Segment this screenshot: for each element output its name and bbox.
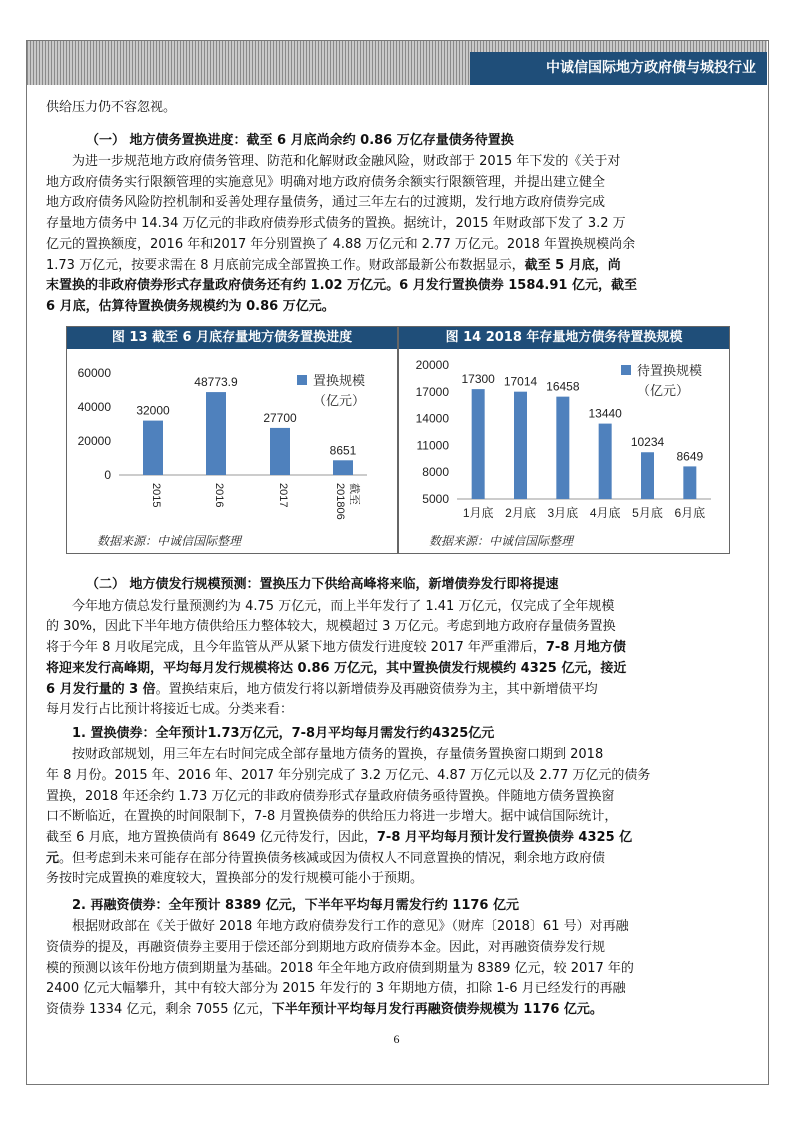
bar [333,460,353,475]
bar-value-label: 32000 [136,403,170,418]
paragraph-line: 资债券的提及，再融资债券主要用于偿还部分到期地方政府债券本金。因此，对再融资债券发行规 [46,940,606,955]
intro-line: 供给压力仍不容忽视。 [46,100,177,115]
bar-value-label: 17014 [503,374,538,389]
bold-text: 7-8 月地方债 [545,640,626,655]
legend-swatch [297,375,307,385]
bar [206,392,226,475]
bar [472,389,485,499]
bar-value-label: 27700 [263,410,297,425]
paragraph-line: 务按时完成置换的难度较大，置换部分的发行规模可能小于预期。 [46,871,424,886]
subsection1-heading: 1. 置换债券：全年预计1.73万亿元，7-8月平均每月需发行约4325亿元 [72,726,495,741]
paragraph-text: 。但考虑到未来可能存在部分待置换债务核减或因为债权人不同意置换的情况，剩余地方政府债 [59,851,606,866]
paragraph-line: 置换，2018 年还余约 1.73 万亿元的非政府债券形式存量政府债务亟待置换。伴随地方债务置换窗 [46,789,615,804]
figure-14-panel [398,326,730,554]
paragraph-text: 资债券 1334 亿元，剩余 7055 亿元， [46,1002,272,1017]
page-number: 6 [393,1032,400,1046]
bar [556,397,569,499]
bar [270,428,290,475]
paragraph-line [46,1000,603,1020]
x-tick-label: 截至 [348,483,360,505]
y-tick-label: 17000 [415,384,449,399]
figure-14-title: 图 14 2018 年存量地方债务待置换规模 [399,327,729,349]
bar-value-label: 13440 [588,406,622,421]
paragraph-line: 的 30%，因此下半年地方债供给压力整体较大，规模超过 3 万亿元。考虑到地方政府存量债务置换 [46,619,616,634]
paragraph-line: 模的预测以该年份地方债到期量为基础。2018 年全年地方政府债到期量为 8389 亿元，较 2017 年的 [46,961,634,976]
bold-text: 截至 5 月底，尚 [524,258,621,273]
bar [143,421,163,475]
paragraph-line: 每月发行占比预计将接近七成。分类来看： [46,702,294,717]
paragraph-line: 地方政府债务实行限额管理的实施意见》明确对地方政府债务余额实行限额管理，并提出建立健全 [46,175,606,190]
bar-value-label: 48773.9 [194,375,238,390]
paragraph-line: 地方政府债务风险防控机制和妥善处理存量债务，通过三年左右的过渡期，发行地方政府债券完成 [46,195,606,210]
legend-swatch [621,365,631,375]
paragraph-line [46,638,626,658]
x-tick-label: 2016 [213,483,225,508]
legend-label: 待置换规模 [637,363,703,378]
paragraph-line [46,828,632,848]
section2-heading: （二） 地方债发行规模预测：置换压力下供给高峰将来临，新增债券发行即将提速 [86,577,559,592]
paragraph-line [46,849,605,869]
y-tick-label: 8000 [422,465,449,480]
bar [514,392,527,499]
x-tick-label: 1月底 [462,506,494,520]
y-tick-label: 20000 [77,434,111,448]
paragraph-line: 今年地方债总发行量预测约为 4.75 万亿元，而上半年发行了 1.41 万亿元，仅完成了全年规模 [72,599,615,614]
y-tick-label: 14000 [415,411,449,426]
figure-14-chart [399,351,729,531]
paragraph-line [46,680,598,700]
paragraph-line: 2400 亿元大幅攀升，其中有较大部分为 2015 年发行的 3 年期地方债，扣除 1-6 月已经发行的再融 [46,981,626,996]
bar-value-label: 10234 [630,435,665,450]
bar [683,466,696,499]
bar [641,452,654,499]
y-tick-label: 0 [104,468,111,482]
legend-unit: （亿元） [637,383,690,398]
figure-13-panel [66,326,398,554]
bold-text: 6 月发行量的 3 倍 [46,682,156,697]
legend-unit: （亿元） [313,393,366,408]
bold-text: 7-8 月平均每月预计发行置换债券 4325 亿 [376,830,633,845]
legend-label: 置换规模 [313,373,366,388]
y-tick-label: 40000 [77,400,111,414]
x-tick-label: 5月底 [632,506,663,520]
x-tick-label: 2017 [277,483,289,508]
paragraph-line: 根据财政部在《关于做好 2018 年地方政府债券发行工作的意见》（财库〔2018〕61 号）对再融 [72,919,629,934]
paragraph-line: 存量地方债务中 14.34 万亿元的非政府债券形式债务的置换。据统计，2015 年财政部下发了 3.2 万 [46,216,626,231]
y-tick-label: 11000 [416,438,449,453]
paragraph-line [46,256,621,276]
bar-value-label: 16458 [546,379,580,394]
paragraph-text: 截至 6 月底，地方置换债尚有 8649 亿元待发行，因此， [46,830,377,845]
figure-13-chart [67,351,397,531]
paragraph-line: 按财政部规划，用三年左右时间完成全部存量地方债务的置换，存量债务置换窗口期到 2018 [72,747,604,762]
bar [599,424,612,499]
paragraph-line-bold: 末置换的非政府债券形式存量政府债务还有约 1.02 万亿元。6 月发行置换债券 1584.91 亿元，截至 [46,278,637,293]
subsection2-heading: 2. 再融资债券：全年预计 8389 亿元，下半年平均每月需发行约 1176 亿元 [72,898,519,913]
paragraph-text: 1.73 万亿元，按要求需在 8 月底前完成全部置换工作。财政部最新公布数据显示， [46,258,525,273]
x-tick-label: 201806 [334,483,346,520]
paragraph-text: 。置换结束后，地方债发行将以新增债券及再融资债券为主，其中新增债平均 [155,682,598,697]
figure-13-source: 数据来源：中诚信国际整理 [97,534,242,548]
paragraph-line-bold: 6 月底，估算待置换债务规模约为 0.86 万亿元。 [46,299,335,314]
paragraph-line: 为进一步规范地方政府债务管理、防范和化解财政金融风险，财政部于 2015 年下发的《关于对 [72,154,621,169]
y-tick-label: 5000 [422,492,449,506]
paragraph-line: 年 8 月份。2015 年、2016 年、2017 年分别完成了 3.2 万亿元、4.87 万亿元以及 2.77 万亿元的债务 [46,768,651,783]
x-tick-label: 6月底 [674,506,706,520]
bold-text: 元 [46,851,60,866]
figure-14-source: 数据来源：中诚信国际整理 [429,534,574,548]
figure-13-title: 图 13 截至 6 月底存量地方债务置换进度 [67,327,397,349]
section1-heading: （一） 地方债务置换进度：截至 6 月底尚余约 0.86 万亿存量债务待置换 [86,133,514,148]
bold-text: 下半年预计平均每月发行再融资债券规模为 1176 亿元。 [271,1002,603,1017]
x-tick-label: 3月底 [547,506,579,520]
paragraph-text: 将于今年 8 月收尾完成，且今年监管从严从紧下地方债发行进度较 2017 年严重滞后， [46,640,546,655]
x-tick-label: 2月底 [505,506,536,520]
bar-value-label: 17300 [461,372,495,387]
x-tick-label: 2015 [150,483,162,508]
y-tick-label: 20000 [415,358,449,372]
bar-value-label: 8651 [329,443,357,458]
paragraph-line-bold: 将迎来发行高峰期，平均每月发行规模将达 0.86 万亿元，其中置换债发行规模约 4325 亿元，接近 [46,661,627,676]
header-title: 中诚信国际地方政府债与城投行业 [546,60,756,76]
paragraph-line: 口不断临近，在置换的时间限制下，7-8 月置换债券的供给压力将进一步增大。据中诚信国际统计， [46,809,618,824]
paragraph-line: 亿元的置换额度，2016 年和2017 年分别置换了 4.88 万亿元和 2.77 万亿元。2018 年置换规模尚余 [46,237,636,252]
bar-value-label: 8649 [676,449,704,464]
y-tick-label: 60000 [77,366,111,380]
x-tick-label: 4月底 [589,506,621,520]
